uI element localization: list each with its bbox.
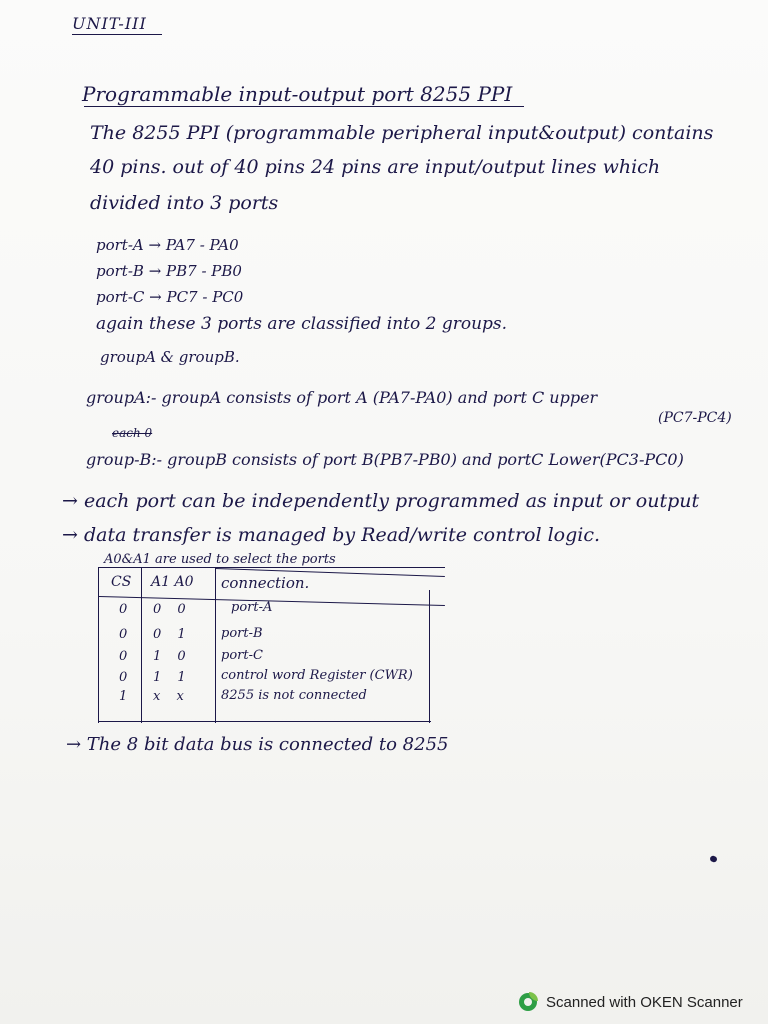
port-b-line: port-B → PB7 - PB0: [96, 262, 242, 280]
port-c-line: port-C → PC7 - PC0: [96, 288, 244, 306]
table-cell: control word Register (CWR): [221, 668, 413, 683]
table-cell: 1: [119, 689, 128, 704]
bullet-independent-programming: → each port can be independently programmed as input or output: [62, 490, 700, 512]
table-cell: 0 0: [153, 602, 192, 617]
table-cell: 0: [119, 670, 128, 685]
group-a-pc-range: (PC7-PC4): [658, 410, 732, 426]
table-cell: 0: [119, 627, 128, 642]
table-cell: port-B: [221, 626, 263, 641]
group-b-definition: group-B:- groupB consists of port B(PB7-PB0) and portC Lower(PC3-PC0): [86, 450, 684, 469]
table-caption: A0&A1 are used to select the ports: [104, 552, 336, 567]
table-cell: 1 0: [153, 649, 192, 664]
table-cell: port-C: [221, 648, 263, 663]
scanner-logo-icon: [518, 992, 538, 1012]
heading-underline: [84, 106, 524, 107]
bullet-data-transfer: → data transfer is managed by Read/write control logic.: [62, 524, 601, 546]
unit-label: UNIT-III: [72, 14, 147, 33]
table-cell: 0 1: [153, 627, 192, 642]
port-selection-table: [98, 567, 445, 723]
ink-mark: [709, 855, 718, 863]
table-cell: 0: [119, 602, 128, 617]
groups-sentence: again these 3 ports are classified into 2 groups.: [96, 314, 508, 334]
port-a-line: port-A → PA7 - PA0: [96, 236, 239, 254]
paragraph-line-2: 40 pins. out of 40 pins 24 pins are input/output lines which: [90, 156, 661, 178]
paragraph-line-1: The 8255 PPI (programmable peripheral input&output) contains: [90, 122, 714, 144]
table-header-cs: CS: [111, 574, 132, 590]
table-cell: port-A: [231, 600, 273, 615]
table-cell: 1 1: [153, 670, 192, 685]
scanner-watermark: [518, 990, 743, 1014]
unit-underline: [72, 34, 162, 35]
table-cell: 8255 is not connected: [221, 688, 367, 703]
struck-out-note: each 0: [112, 426, 153, 440]
page-heading: Programmable input-output port 8255 PPI: [82, 82, 513, 106]
table-cell: x x: [153, 689, 190, 704]
paragraph-line-3: divided into 3 ports: [90, 192, 279, 214]
scanner-watermark-text: Scanned with OKEN Scanner: [546, 993, 743, 1011]
table-header-connection: connection.: [221, 574, 310, 592]
data-bus-line: → The 8 bit data bus is connected to 8255: [66, 734, 449, 755]
groups-names: groupA & groupB.: [100, 348, 240, 366]
group-a-definition: groupA:- groupA consists of port A (PA7-PA0) and port C upper: [86, 388, 598, 407]
table-cell: 0: [119, 649, 128, 664]
table-header-a1a0: A1 A0: [151, 574, 194, 590]
